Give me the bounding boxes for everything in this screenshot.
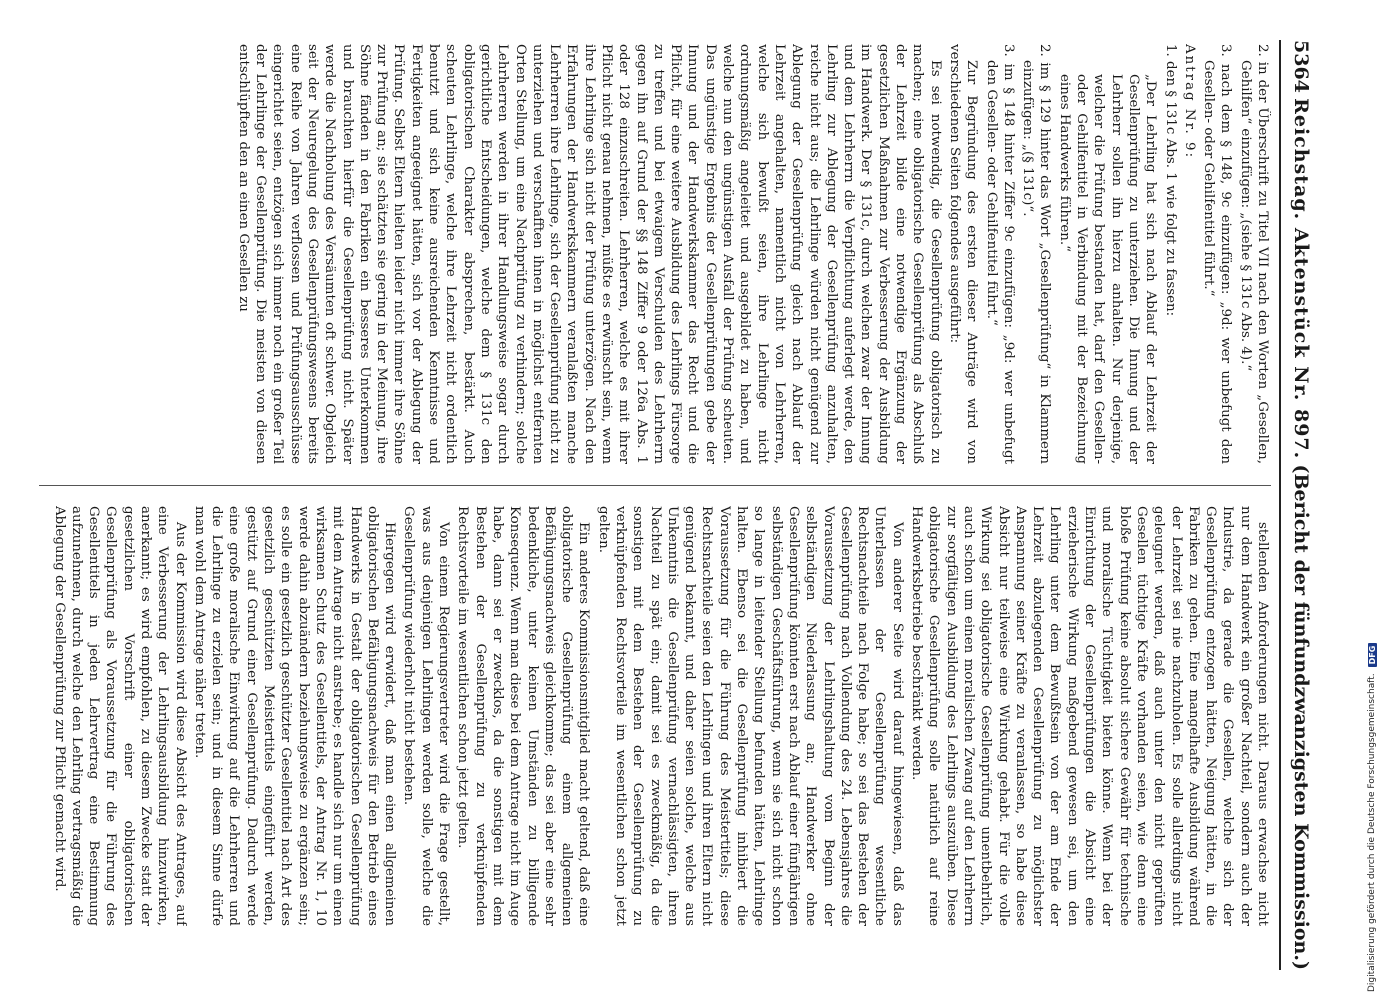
dfg-logo: DFG: [1368, 643, 1377, 668]
right-column-paragraph: Hiergegen wird erwidert, daß man einen allgemeinen obligatorischen Befähigungsnachweis für den Betrieb eines Handwerks in Gestalt der obligatorischen Gesellenprüfung mit dem Antrage nicht anstrebe; es handle sich nur um einen wirksamen Schutz des Gesellentitels, der Antrag Nr. 1, 10 werde dahin abzuändern beziehungsweise zu ergänzen sein; es solle ein gesetzlich geschützter Gesellentitel nach Art des gesetzlich geschützten Meistertitels eingeführt werden, gestützt auf Grund einer Gesellenprüfung. Dadurch werde eine große moralische Einwirkung auf die Lehrherren und die Lehrlinge zu erzielen sein; und in diesem Sinne dürfe man wohl dem Antrage näher treten.: [191, 506, 398, 926]
page-header: [1279, 40, 1321, 970]
digitisation-note-text: Digitalisierung gefördert durch die Deutsche Forschungsgemeinschaft.: [1367, 673, 1377, 992]
right-column-paragraph: Aus der Kommission wird diese Absicht des Antrages, auf eine Verbesserung der Lehrlingsausbildung hinzuwirken, anerkannt; es wird empfohlen, zu diesem Zwecke statt der gesetzlichen Vorschrift einer obligatorischen Gesellenprüfung als Voraussetzung für die Führung des Gesellentitels in jeden Lehrvertrag eine Bestimmung aufzunehmen, durch welche den Lehrling vertragsmäßig die Ablegung der Gesellenprüfung zur Pflicht gemacht wird.: [51, 506, 188, 926]
left-column-paragraph: 3. nach dem § 148, 9c einzufügen: „9d: wer unbefugt den Gesellen- oder Gehilfentitel führt.“: [1201, 44, 1234, 464]
column-divider: [39, 485, 1271, 486]
left-column-paragraph: 2. in der Überschrift zu Titel VII nach den Worten „Gesellen, Gehilfen“ einzufügen: „(siehe § 131c Abs. 4).“: [1237, 44, 1270, 464]
header-title: Reichstag. Aktenstück Nr. 897.: [1290, 98, 1312, 460]
digitisation-note: [1362, 0, 1382, 1000]
page-number: 5364: [1290, 40, 1312, 93]
left-column-paragraph: „Der Lehrling hat sich nach Ablauf der Lehrzeit der Gesellenprüfung zu unterziehen. Die Innung und der Lehrherr sollen ihn hierzu anhalten. Nur derjenige, welcher die Prüfung bestanden hat, darf den Gesellen- oder Gehilfentitel in Verbindung mit der Bezeichnung eines Handwerks führen.“: [1056, 74, 1159, 464]
left-column-paragraph: 3. im § 148 hinter Ziffer 9c einzufügen: „9d: wer unbefugt den Gesellen- oder Gehilfentitel führt.“: [983, 44, 1016, 464]
left-column: [39, 44, 1271, 464]
left-column-paragraph: 1. den § 131c Abs. 1 wie folgt zu fassen:: [1162, 44, 1178, 317]
right-column-paragraph: stellenden Anforderungen nicht. Daraus erwachse nicht nur dem Handwerk ein großer Nachteil, sondern auch der Industrie, da gerade die Gesellen, welche sich der Gesellenprüfung entzogen hätten, Neigung hätten, in die Fabriken zu gehen. Eine mangelhafte Ausbildung während der Lehrzeit sei nie nachzuholen. Es solle allerdings nicht geleugnet werden, daß auch unter den nicht geprüften Gesellen tüchtige Kräfte vorhanden seien, wie denn eine bloße Prüfung keine absolut sichere Gewähr für technische und moralische Tüchtigkeit bieten könne. Wenn bei der Einrichtung der Gesellenprüfungen die Absicht eine erzieherische Wirkung maßgebend gewesen sei, um den Lehrling unter dem Bewußtsein von der am Ende der Lehrzeit abzulegenden Gesellenprüfung zu möglichster Anspannung seiner Kräfte zu veranlassen, so habe diese Absicht nur teilweise eine Wirkung gehabt. Für die volle Wirkung sei obligatorische Gesellenprüfung unentbehrlich, auch schon um einen moralischen Zwang auf den Lehrherrn zur sorgfältigen Ausbildung des Lehrlings auszuüben. Diese obligatorische Gesellenprüfung solle natürlich auf reine Handwerksbetriebe beschränkt werden.: [909, 506, 1270, 926]
right-column-paragraph: Von anderer Seite wird darauf hingewiesen, daß das Unterlassen der Gesellenprüfung wesentliche Rechtsnachteile nach Folge habe; so sei das Bestehen der Gesellenprüfung nach Vollendung des 24. Lebensjahres die Voraussetzung der Lehrlingshaltung vom Beginn der selbständigen Niederlassung an; Handwerker ohne Gesellenprüfung könnten erst nach Ablauf einer fünfjährigen selbständigen Geschäftsführung, wenn sie sich nicht schon so lange in leitender Stellung befunden hätten, Lehrlinge halten. Ebenso sei die Gesellenprüfung inhibiert die Voraussetzung für die Führung des Meistertitels; diese Rechtsnachteile seien den Lehrlingen und ihren Eltern nicht genügend bekannt, und daher seien solche, welche aus Unkenntnis die Gesellenprüfung vernachlässigten, ihren Nachteil zu spät ein; damit sei es zweckmäßig, da die sonstigen mit dem Bestehen der Gesellenprüfung zu verknüpfenden Rechtsvorteile im wesentlichen schon jetzt gelten.: [595, 506, 905, 926]
left-column-paragraph: Es sei notwendig, die Gesellenprüfung obligatorisch zu machen; eine obligatorische Gesellenprüfung als Abschluß der Lehrzeit bilde eine notwendige Ergänzung der gesetzlichen Maßnahmen zur Verbesserung der Ausbildung im Handwerk. Der § 131c, durch welchen zwar der Innung und dem Lehrherrn die Verpflichtung auferlegt werde, den Lehrling zur Ablegung der Gesellenprüfung anzuhalten, reiche nicht aus; die Lehrlinge würden nicht genügend zur Ablegung der Gesellenprüfung gleich nach Ablauf der Lehrzeit angehalten, namentlich nicht von Lehrherren, welche sich bewußt seien, ihre Lehrlinge nicht ordnungsmäßig angeleitet und ausgebildet zu haben, und welche nun den ungünstigen Ausfall der Prüfung scheuten. Das ungünstige Ergebnis der Gesellenprüfungen gebe der Innung und der Handwerkskammer das Recht und die Pflicht, für eine weitere Ausbildung des Lehrlings Fürsorge zu treffen und bei etwaigem Verschulden des Lehrherrn gegen ihn auf Grund der §§ 148 Ziffer 9 oder 126a Abs. 1 oder 128 einzuschreiten. Lehrherren, welche es mit ihrer Pflicht nicht genau nehmen, müßte es erwünscht sein, wenn ihre Lehrlinge sich nicht der Prüfung unterzögen. Nach den Erfahrungen der Handwerkskammern veranlaßten manche Lehrherren ihre Lehrlinge, sich der Gesellenprüfung nicht zu unterziehen und verschafften ihnen in möglichst entfernten Orten Stellung, um eine Nachprüfung zu verhindern; solche Lehrherren werden in ihrer Handlungsweise sogar durch gerichtliche Entscheidungen, welche dem § 131c den obligatorischen Charakter absprechen, bestärkt. Auch scheuten Lehrlinge, welche ihre Lehrzeit nicht ordentlich benutzt und sich keine ausreichenden Kenntnisse und Fertigkeiten angeeignet hätten, sich vor der Ablegung der Prüfung. Selbst Eltern hielten leider nicht immer ihre Söhne zur Prüfung an; sie schätzten sie gering in der Meinung, ihre Söhne fänden in den Fabriken ein besseres Unterkommen und brauchten hierfür die Gesellenprüfung nicht. Später werde die Nachholung des Versäumten oft schwer. Obgleich seit der Neuregelung des Gesellenprüfungswesens bereits eine Reihe von Jahren verflossen und Prüfungsausschüsse eingerichtet seien, entzögen sich immer noch ein großer Teil der Lehrlinge der Gesellenprüfung. Die meisten von diesen entschlüpften den an einen Gesellen zu: [235, 44, 943, 464]
left-column-paragraph: 2. im § 129 hinter das Wort „Gesellenprüfung“ in Klammern einzufügen: „(§ 131c)“.: [1020, 44, 1053, 464]
right-column-paragraph: Ein anderes Kommissionsmitglied macht geltend, daß eine obligatorische Gesellenprüfung einem allgemeinen Befähigungsnachweis gleichkomme; das sei aber eine sehr bedenkliche, unter keinen Umständen zu billigende Konsequenz. Wenn man diese bei dem Antrage nicht im Auge habe, dann sei er zwecklos, da die sonstigen mit dem Bestehen der Gesellenprüfung zu verknüpfenden Rechtsvorteile im wesentlichen schon jetzt gelten.: [455, 506, 592, 926]
left-column-paragraph: Antrag Nr. 9:: [1181, 44, 1197, 160]
right-column: [39, 506, 1271, 926]
left-column-paragraph: Zur Begründung des ersten dieser Anträge wird von verschiedenen Seiten folgendes ausgeführt:: [946, 44, 980, 464]
right-column-paragraph: Von einem Regierungsvertreter wird die Frage gestellt, was aus denjenigen Lehrlingen werden solle, welche die Gesellenprüfung wiederholt nicht bestehen.: [401, 506, 452, 926]
header-subtitle: (Bericht der fünfundzwanzigsten Kommission.): [1290, 464, 1312, 970]
